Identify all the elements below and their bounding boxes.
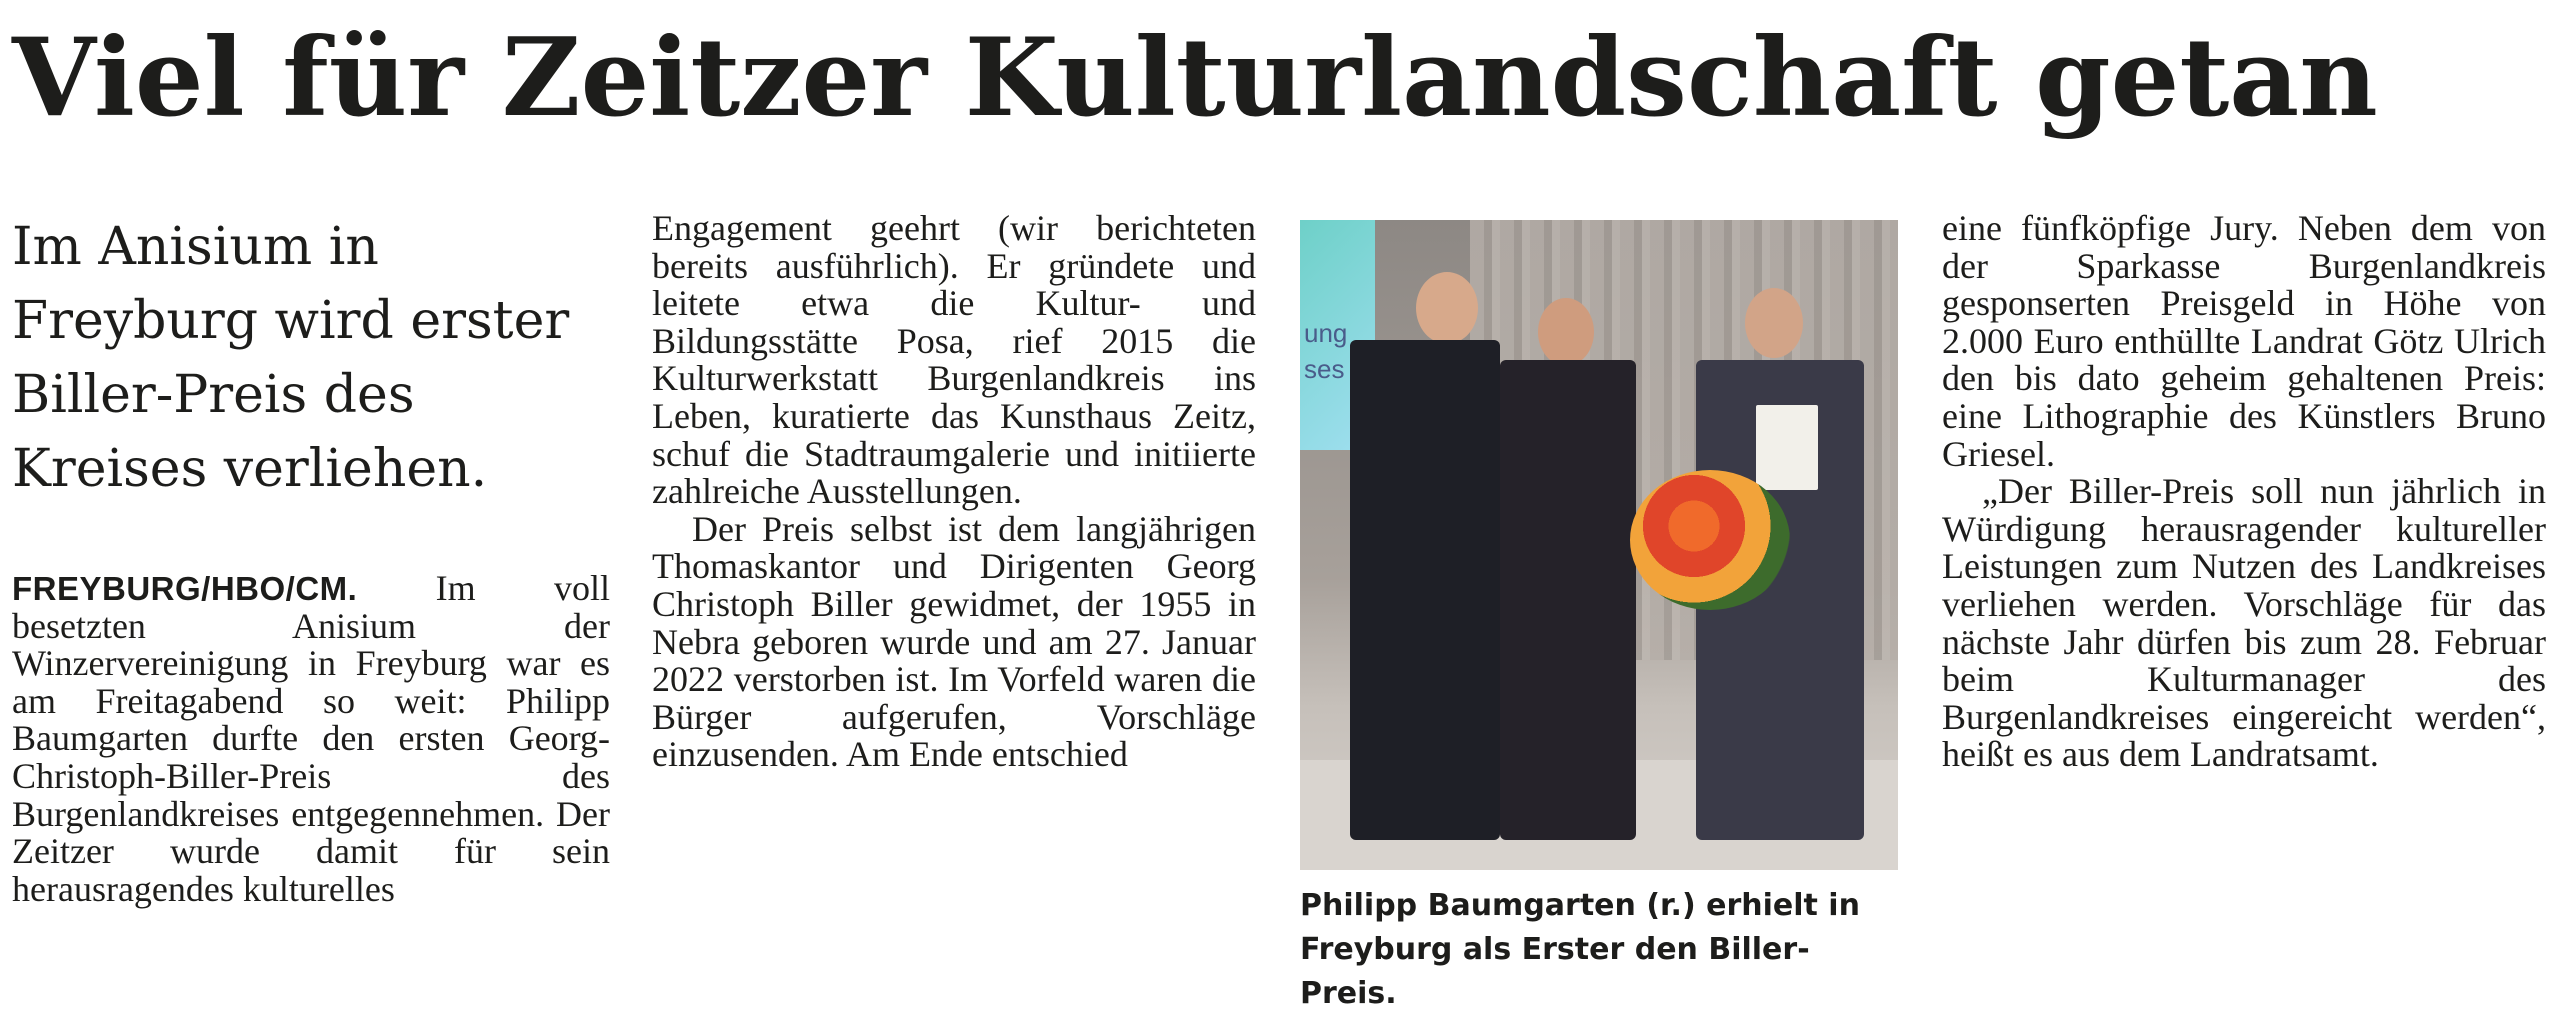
paragraph: Der Preis selbst ist dem langjährigen Thomaskantor und Dirigenten Georg Christoph Biller gewidmet, der 1955 in Nebra geboren wurde und am 27. Januar 2022 verstorben ist. Im Vorfeld waren die Bürger aufgerufen, Vorschläge einzusenden. Am Ende entschied xyxy=(652,508,1256,775)
article-column-2 xyxy=(652,210,1256,774)
article-photo xyxy=(1300,220,1898,870)
dateline: FREYBURG/HBO/CM. xyxy=(12,570,358,607)
article-column-1 xyxy=(12,570,610,908)
paragraph: „Der Biller-Preis soll nun jährlich in Würdigung herausragender kultureller Leistungen zum Nutzen des Landkreises verliehen werden. Vorschläge für das nächste Jahr dürfen bis zum 28. Februar beim Kulturmanager des Burgenlandkreises eingereicht werden“, heißt es aus dem Landratsamt. xyxy=(1942,471,2546,775)
person-middle xyxy=(1500,360,1636,840)
flower-bouquet xyxy=(1630,470,1790,610)
paragraph: Engagement geehrt (wir berichteten bereits ausführlich). Er gründete und leitete etwa die Kultur- und Bildungsstätte Posa, rief 2015 die Kulturwerkstatt Burgenlandkreis ins Leben, kuratierte das Kunsthaus Zeitz, schuf die Stadtraumgalerie und initiierte zahlreiche Ausstellungen. xyxy=(652,208,1256,512)
person-head xyxy=(1538,298,1594,366)
headline: Viel für Zeitzer Kulturlandschaft getan xyxy=(12,15,2378,141)
person-head xyxy=(1416,272,1478,344)
paragraph-text: Im voll besetzten Anisium der Winzervereinigung in Freyburg war es am Freitagabend so weit: Philipp Baumgarten durfte den ersten Georg-Christoph-Biller-Preis des Burgenlandkreises entgegennehmen. Der Zeitzer wurde damit für sein herausragendes kulturelles xyxy=(12,568,610,909)
paragraph: eine fünfköpfige Jury. Neben dem von der Sparkasse Burgenlandkreis gesponserten Preisgeld in Höhe von 2.000 Euro enthüllte Landrat Götz Ulrich den bis dato geheim gehaltenen Preis: eine Lithographie des Künstlers Bruno Griesel. xyxy=(1942,208,2546,474)
screen-text: ung ses xyxy=(1304,318,1348,384)
subheadline: Im Anisium in Freyburg wird erster Biller-Preis des Kreises verliehen. xyxy=(12,217,570,499)
photo-caption: Philipp Baumgarten (r.) erhielt in Freyburg als Erster den Biller-Preis. xyxy=(1300,888,1860,1011)
paragraph xyxy=(12,570,610,908)
article-column-4 xyxy=(1942,210,2546,774)
person-left xyxy=(1350,340,1500,840)
person-head xyxy=(1745,288,1803,358)
certificate xyxy=(1756,405,1818,490)
